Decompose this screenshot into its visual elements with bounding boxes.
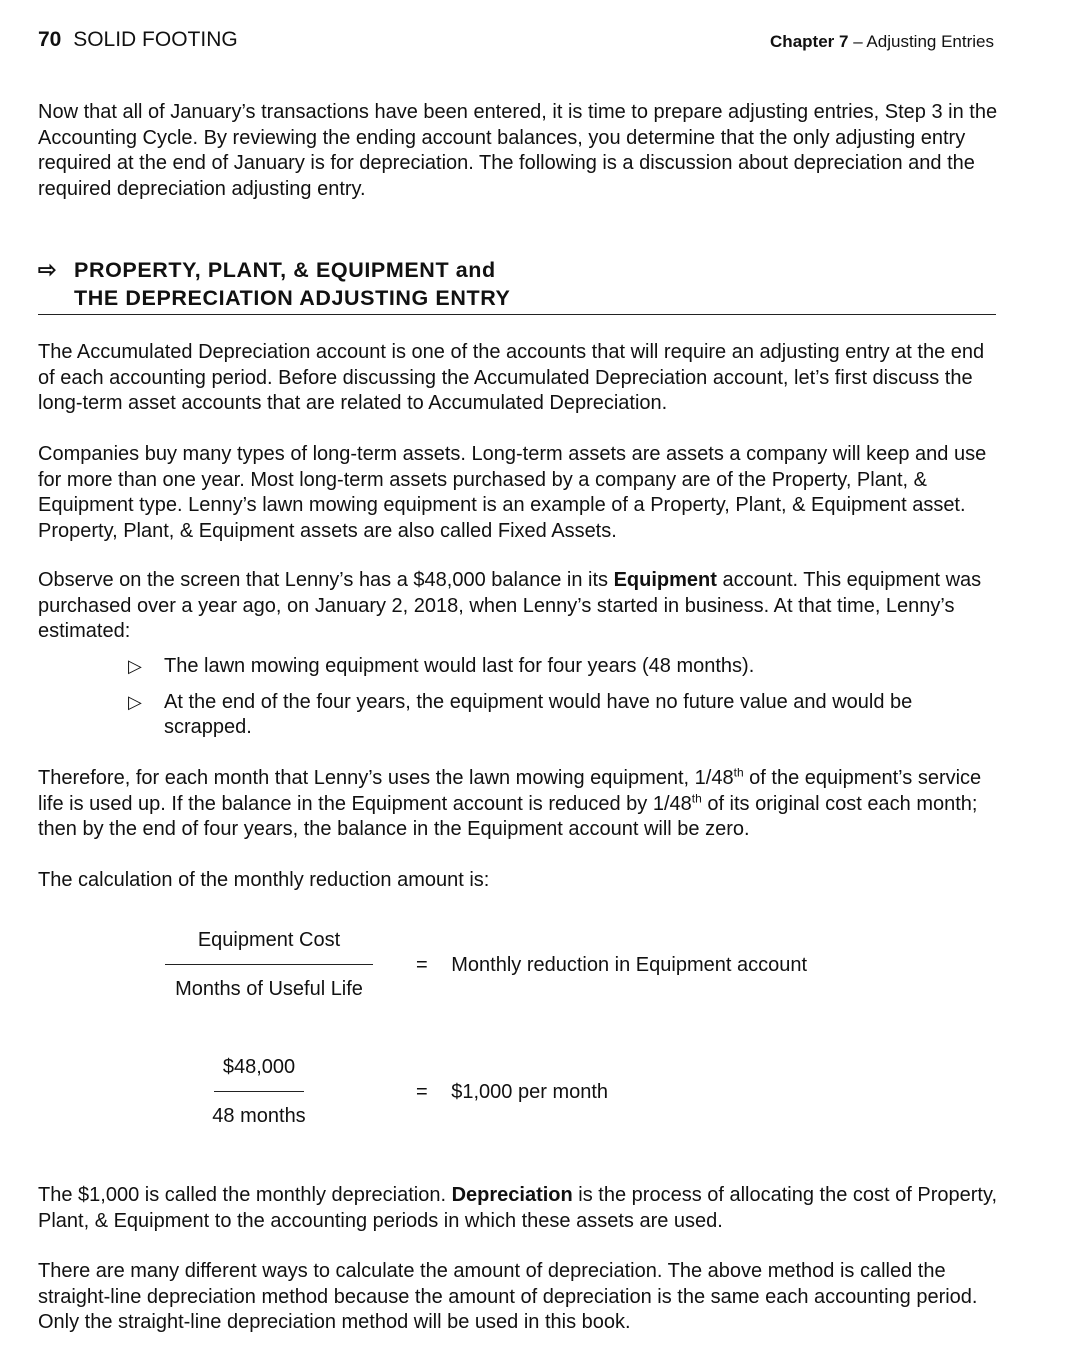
section-title-line2: THE DEPRECIATION ADJUSTING ENTRY [74, 286, 511, 310]
para6-bold-depreciation: Depreciation [451, 1184, 573, 1206]
bullet-text: At the end of the four years, the equipment would have no future value and would be scrapped. [164, 690, 913, 738]
para6-text-after: is the process of allocating the cost of Property, Plant, & Equipment to the accounting periods in which these assets are used. [38, 1184, 998, 1232]
chapter-heading [770, 32, 994, 52]
formula-general-result [416, 954, 807, 977]
fraction-bar [165, 964, 373, 965]
triangle-bullet-icon: ▷ [128, 691, 142, 712]
right-arrow-icon: ⇨ [38, 257, 58, 282]
paragraph-depreciation-definition [38, 1183, 1003, 1234]
formula-numerator: Equipment Cost [197, 929, 341, 951]
para6-text-before: The $1,000 is called the monthly depreciation. [38, 1184, 452, 1206]
paragraph-equipment-balance [38, 568, 1003, 645]
section-title-line1: PROPERTY, PLANT, & EQUIPMENT and [74, 258, 496, 282]
section-heading [38, 256, 996, 315]
para3-text-before: Observe on the screen that Lenny’s has a $48,000 balance in its [38, 569, 614, 591]
paragraph-straight-line-method: There are many different ways to calculate the amount of depreciation. The above method is called the straight-line depreciation method because the amount of depreciation is the same each accounting period. Only the straight-line depreciation method will be used in this book. [38, 1260, 978, 1333]
para3-text-after: account. This equipment was purchased over a year ago, on January 2, 2018, when Lenny’s started in business. At that time, Lenny’s estimated: [38, 569, 982, 642]
equals-sign: = [416, 954, 428, 976]
ordinal-suffix: th [733, 765, 744, 780]
bullet-item [128, 654, 948, 680]
header-left [38, 28, 238, 52]
formula-general-fraction [164, 928, 374, 1001]
triangle-bullet-icon: ▷ [128, 656, 142, 676]
formula-denominator: Months of Useful Life [175, 978, 363, 1000]
bullet-item [128, 690, 948, 741]
paragraph-long-term-assets: Companies buy many types of long-term assets. Long-term assets are assets a company will keep and use for more than one year. Most long-term assets purchased by a company are of the Property, Plant, & Equipment type. Lenny’s lawn mowing equipment is an example of a Property, Plant, & Equipment asset. Property, Plant, & Equipment assets are also called Fixed Assets. [38, 443, 987, 542]
paragraph-calculation-intro: The calculation of the monthly reduction amount is: [38, 869, 490, 891]
para4-part3: of its original cost each month; then by the end of four years, the balance in the Equipment account will be zero. [38, 792, 978, 840]
estimate-bullet-list [128, 654, 948, 751]
formula-numerator: $48,000 [222, 1056, 296, 1078]
formula-example-fraction [204, 1055, 314, 1128]
formula-example-result [416, 1081, 608, 1104]
para4-part2: of the equipment’s service life is used up. If the balance in the Equipment account is reduced by 1/48 [38, 767, 982, 815]
page-number: 70 [38, 28, 62, 51]
bullet-text: The lawn mowing equipment would last for four years (48 months). [164, 655, 755, 677]
page [38, 28, 1000, 1333]
formula-denominator: 48 months [212, 1105, 306, 1127]
intro-paragraph: Now that all of January’s transactions have been entered, it is time to prepare adjusting entries, Step 3 in the Accounting Cycle. By reviewing the ending account balances, you determine that the only adjusting entry required at the end of January is for depreciation. The following is a discussion about depreciation and the required depreciation adjusting entry. [38, 101, 998, 200]
formula-result: Monthly reduction in Equipment account [451, 954, 808, 976]
paragraph-service-life [38, 766, 1006, 843]
para3-bold-equipment: Equipment [613, 569, 717, 591]
formula-result: $1,000 per month [451, 1081, 609, 1103]
ordinal-suffix: th [691, 790, 702, 805]
book-title: SOLID FOOTING [73, 28, 238, 51]
paragraph-accumulated-depreciation: The Accumulated Depreciation account is one of the accounts that will require an adjusting entry at the end of each accounting period. Before discussing the Accumulated Depreciation account, let’s first discuss the long-term asset accounts that are related to Accumulated Depreciation. [38, 341, 985, 414]
page-header [38, 28, 1000, 60]
para4-part1: Therefore, for each month that Lenny’s uses the lawn mowing equipment, 1/48 [38, 767, 734, 789]
chapter-title: – Adjusting Entries [853, 32, 994, 51]
equals-sign: = [416, 1081, 428, 1103]
fraction-bar [214, 1091, 304, 1092]
chapter-label: Chapter 7 [770, 32, 849, 51]
